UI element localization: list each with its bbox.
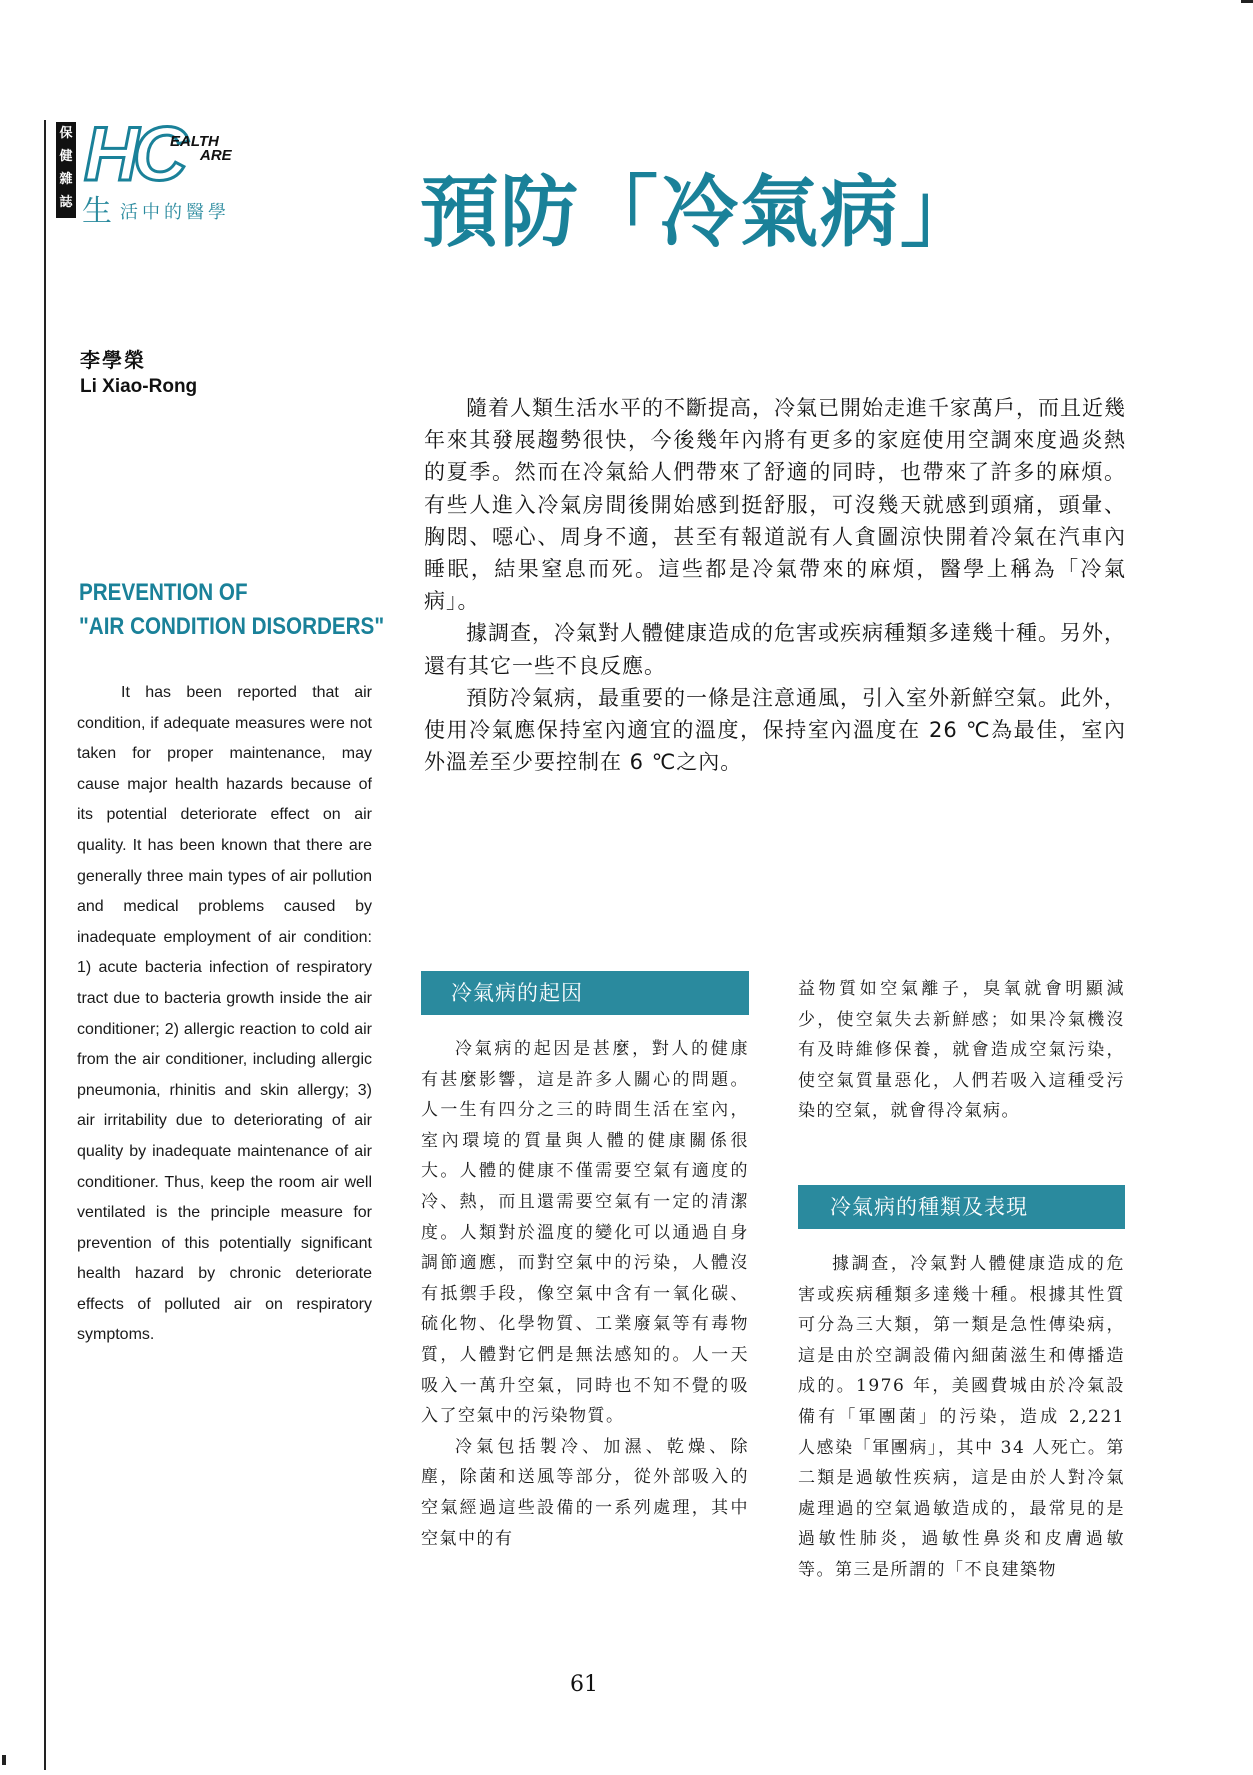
magazine-tab xyxy=(56,122,76,218)
scan-edge-line xyxy=(44,120,46,1770)
english-abstract xyxy=(77,678,372,1351)
intro-paragraph: 預防冷氣病，最重要的一條是注意通風，引入室外新鮮空氣。此外，使用冷氣應保持室內適宜的溫度，保持室內溫度在 26 ℃為最佳，室內外溫差至少要控制在 6 ℃之內。 xyxy=(424,685,1126,775)
intro-text xyxy=(424,392,1126,778)
section-causes-continued xyxy=(798,974,1125,1127)
body-paragraph: 益物質如空氣離子，臭氧就會明顯減少，使空氣失去新鮮感；如果冷氣機沒有及時維修保養，就會造成空氣污染，使空氣質量惡化，人們若吸入這種受污染的空氣，就會得冷氣病。 xyxy=(798,979,1125,1122)
author-english: Li Xiao-Rong xyxy=(80,376,198,397)
body-paragraph: 據調查，冷氣對人體健康造成的危害或疾病種類多達幾十種。根據其性質可分為三大類，第一類是急性傳染病，這是由於空調設備內細菌滋生和傳播造成的。1976 年，美國費城由於冷氣設備有「軍團菌」的污染，造成 2,221 人感染「軍團病」，其中 34 人死亡。第二類是過敏性疾病，這是由於人對冷氣處理過的空氣過敏造成的，最常見的是過敏性肺炎，過敏性鼻炎和皮膚過敏等。第三是所謂的「不良建築物 xyxy=(798,1254,1125,1580)
logo-small-bottom: ARE xyxy=(200,147,232,164)
english-title-line: PREVENTION OF xyxy=(79,579,248,606)
page-number: 61 xyxy=(570,1672,598,1697)
subbrand xyxy=(82,186,230,230)
intro-paragraph: 據調查，冷氣對人體健康造成的危害或疾病種類多達幾十種。另外，還有其它一些不良反應。 xyxy=(424,621,1126,678)
logo-small-top: EALTH xyxy=(170,133,219,150)
magazine-tab-char: 健 xyxy=(59,149,73,164)
body-paragraph: 冷氣包括製冷、加濕、乾燥、除塵，除菌和送風等部分，從外部吸入的空氣經過這些設備的一系列處理，其中空氣中的有 xyxy=(421,1436,749,1549)
subbrand-big-char: 生 xyxy=(82,194,112,229)
body-paragraph: 冷氣病的起因是甚麼，對人的健康有甚麼影響，這是許多人關心的問題。人一生有四分之三的時間生活在室內，室內環境的質量與人體的健康關係很大。人體的健康不僅需要空氣有適度的冷、熱，而且還需要空氣有一定的清潔度。人類對於溫度的變化可以通過自身調節適應，而對空氣中的污染，人體沒有抵禦手段，像空氣中含有一氧化碳、硫化物、化學物質、工業廢氣等有毒物質，人體對它們是無法感知的。人一天吸入一萬升空氣，同時也不知不覺的吸入了空氣中的污染物質。 xyxy=(421,1039,749,1427)
section-heading-causes: 冷氣病的起因 xyxy=(421,971,749,1015)
article-title: 預防「冷氣病」 xyxy=(420,167,981,258)
section-heading-types: 冷氣病的種類及表現 xyxy=(798,1185,1125,1229)
section-causes-body xyxy=(421,1034,749,1554)
english-title-line: "AIR CONDITION DISORDERS" xyxy=(79,613,385,640)
scan-corner-mark xyxy=(1241,0,1253,3)
english-abstract-text: It has been reported that air condition, if adequate measures were not taken for proper maintenance, may cause major health hazards because of its potential deteriorate effect on air quality. It has been known that there are generally three main types of air pollution and medical problems caused by inadequate employment of air condition: 1) acute bacteria infection of respiratory tract due to bacteria growth inside the air conditioner; 2) allergic reaction to cold air from the air conditioner, including allergic pneumonia, rhinitis and skin allergy; 3) air irritability due to deteriorating of air quality by inadequate maintenance of air conditioner. Thus, keep the room air well ventilated is the principle measure for prevention of this potentially significant health hazard by chronic deteriorate effects of polluted air on respiratory symptoms. xyxy=(77,684,372,1344)
section-types-body xyxy=(798,1249,1125,1586)
health-care-logo xyxy=(80,112,300,192)
scan-edge-mark xyxy=(2,1755,6,1765)
magazine-tab-char: 保 xyxy=(59,126,73,141)
subbrand-text: 活中的醫學 xyxy=(120,202,230,223)
author-chinese: 李學榮 xyxy=(80,348,146,372)
english-title xyxy=(79,576,385,644)
logo-letters: HC xyxy=(84,112,182,192)
magazine-tab-char: 雜 xyxy=(59,172,73,187)
intro-paragraph: 隨着人類生活水平的不斷提高，冷氣已開始走進千家萬戶，而且近幾年來其發展趨勢很快，今後幾年內將有更多的家庭使用空調來度過炎熱的夏季。然而在冷氣給人們帶來了舒適的同時，也帶來了許多的麻煩。有些人進入冷氣房間後開始感到挺舒服，可沒幾天就感到頭痛，頭暈、胸悶、噁心、周身不適，甚至有報道説有人貪圖涼快開着冷氣在汽車內睡眠，結果窒息而死。這些都是冷氣帶來的麻煩，醫學上稱為「冷氣病」。 xyxy=(424,396,1126,614)
magazine-tab-char: 誌 xyxy=(59,195,73,210)
